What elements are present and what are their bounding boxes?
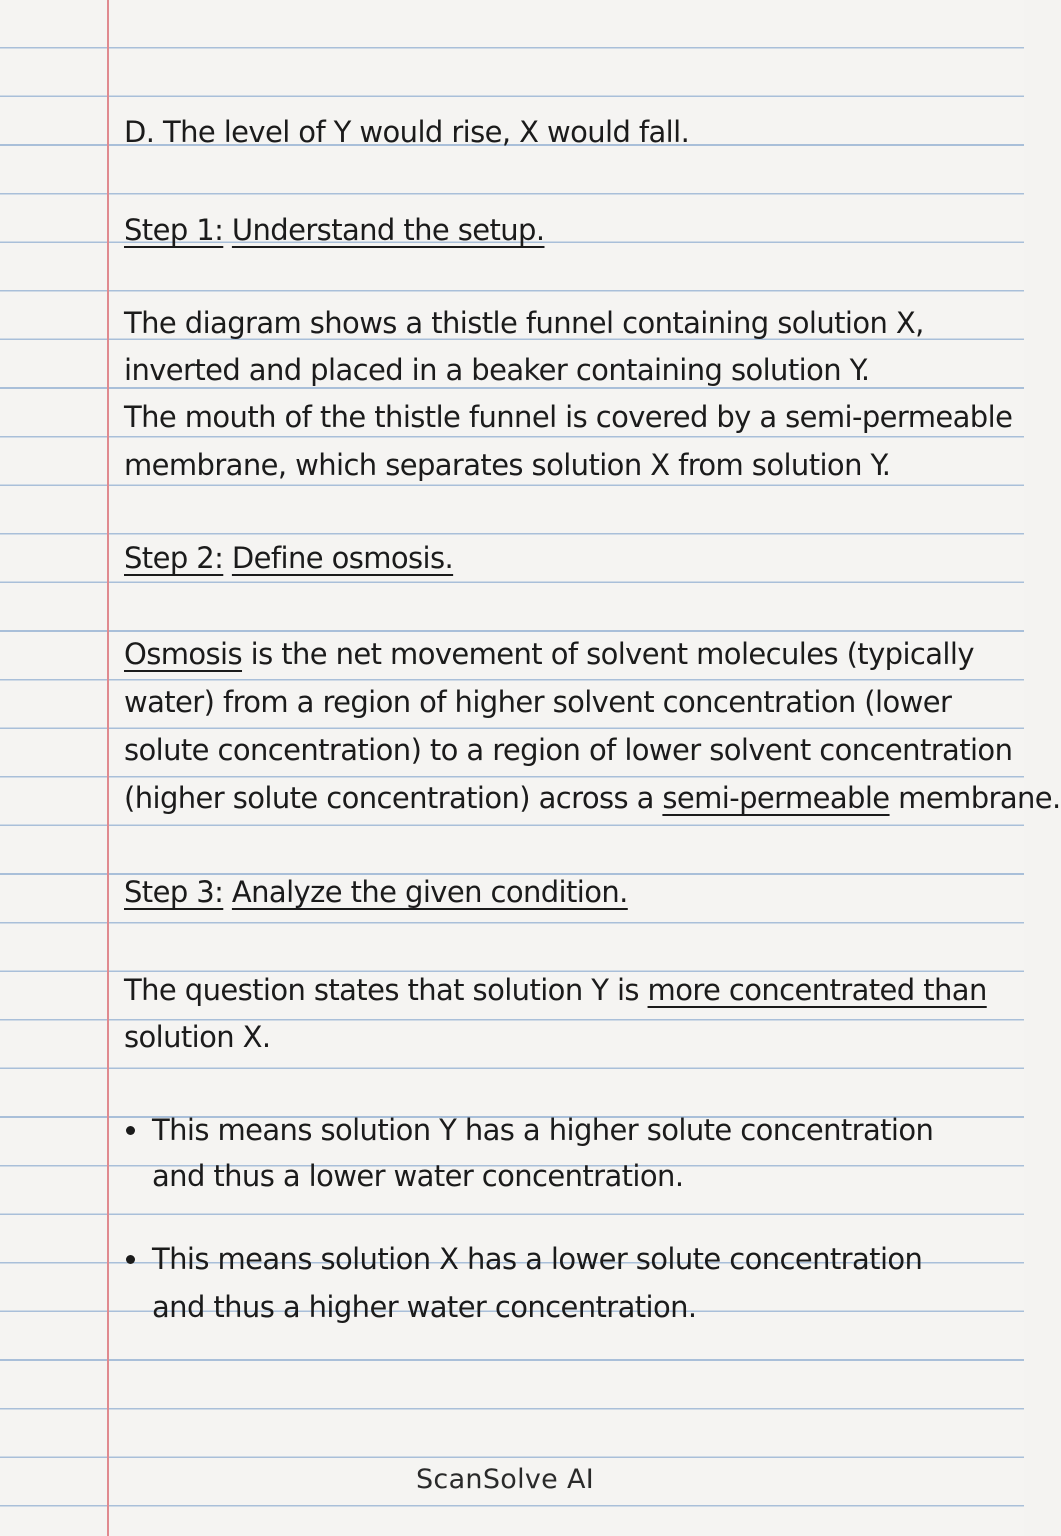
step2-body-line-4-start: (higher solute concentration) across a [124, 781, 663, 815]
bullet-1-line-1: This means solution Y has a higher solute concentration [152, 1113, 934, 1147]
bullet-1-dot [126, 1126, 135, 1135]
step2-body-line-3: solute concentration) to a region of lower solvent concentration [124, 733, 1013, 767]
step3-heading [124, 872, 628, 912]
step3-body-line-2: solution X. [124, 1020, 271, 1054]
step1-label: Step 1: [124, 213, 224, 247]
bullet-2-line-2: and thus a higher water concentration. [152, 1290, 697, 1324]
step2-title: Define osmosis. [231, 541, 454, 575]
step1-heading [124, 210, 544, 250]
semi-permeable-term: semi-permeable [662, 781, 890, 815]
step2-body-line-1 [124, 634, 974, 674]
step2-body-line-4 [124, 778, 1061, 818]
step3-title: Analyze the given condition. [231, 875, 628, 909]
bullet-1-line-2: and thus a lower water concentration. [152, 1159, 684, 1193]
answer-line: D. The level of Y would rise, X would fall. [124, 115, 690, 149]
step1-body-line-3: The mouth of the thistle funnel is covered by a semi-permeable [124, 400, 1013, 434]
step3-body-line-1-start: The question states that solution Y is [124, 973, 648, 1007]
step2-heading [124, 538, 453, 578]
bullet-2-dot [126, 1255, 135, 1264]
step1-body-line-2: inverted and placed in a beaker containing solution Y. [124, 353, 870, 387]
step3-body-line-1 [124, 970, 987, 1010]
step2-body-line-4-end: membrane. [889, 781, 1061, 815]
step2-body-line-2: water) from a region of higher solvent concentration (lower [124, 685, 952, 719]
margin-line [107, 0, 109, 1536]
step1-body-line-1: The diagram shows a thistle funnel containing solution X, [124, 306, 924, 340]
footer-brand: ScanSolve AI [415, 1464, 594, 1495]
step3-label: Step 3: [124, 875, 224, 909]
step2-body-line-1-rest: is the net movement of solvent molecules (typically [242, 637, 974, 671]
osmosis-term: Osmosis [124, 637, 243, 671]
step2-label: Step 2: [124, 541, 224, 575]
bullet-2-line-1: This means solution X has a lower solute concentration [152, 1242, 923, 1276]
step1-body-line-4: membrane, which separates solution X from solution Y. [124, 448, 891, 482]
step1-title: Understand the setup. [231, 213, 545, 247]
more-concentrated-phrase: more concentrated than [647, 973, 987, 1007]
